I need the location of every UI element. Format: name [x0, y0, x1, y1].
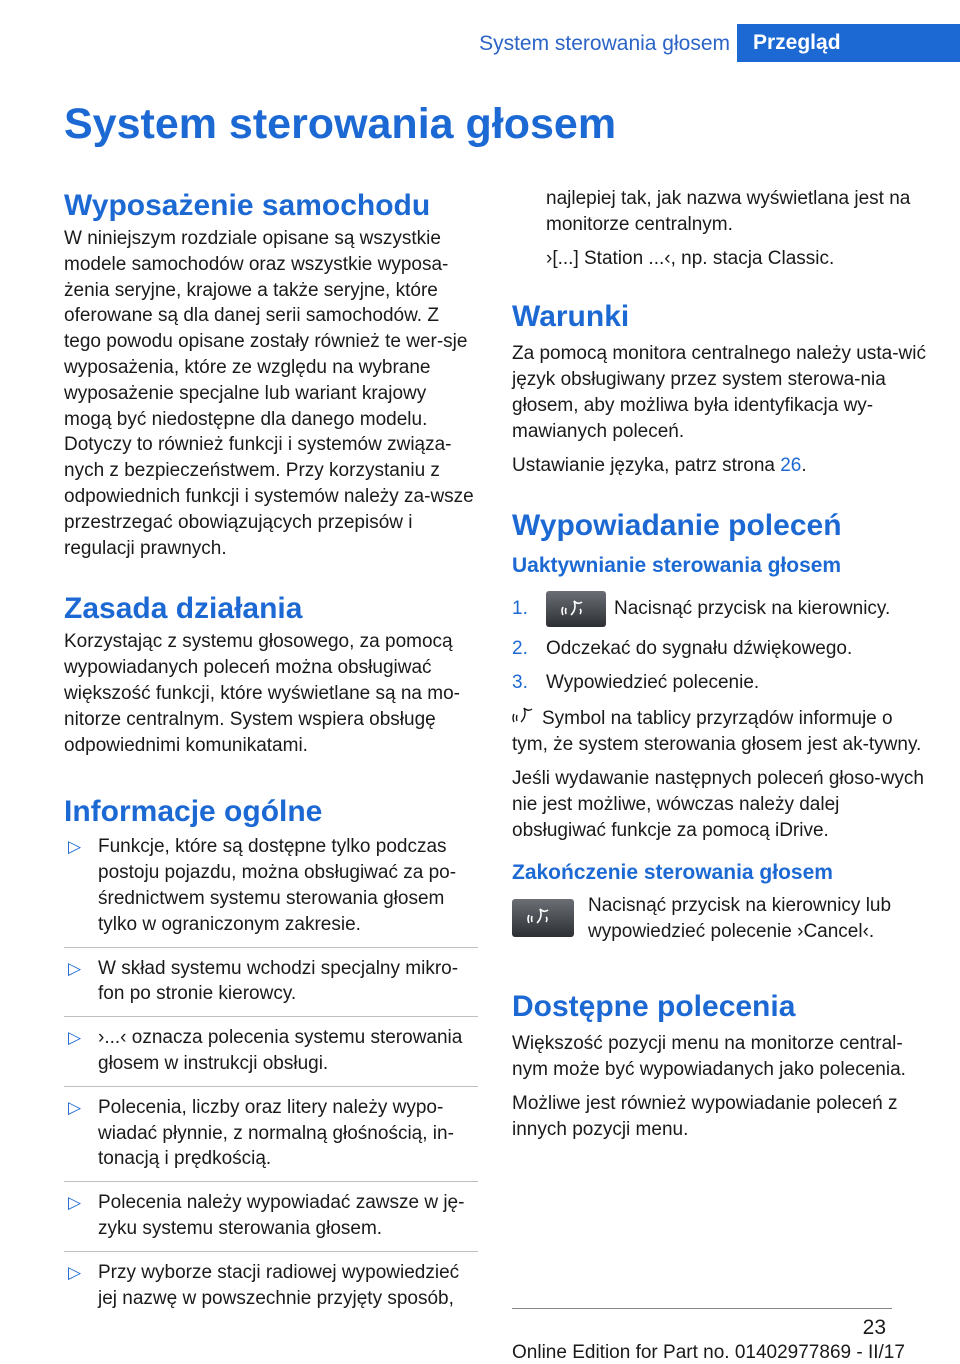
language-period: .: [801, 454, 807, 476]
triangle-right-icon: ▷: [68, 1193, 82, 1213]
step-number: 1.: [512, 598, 528, 620]
paragraph-conditions: Za pomocą monitora centralnego należy usta‐wić język obsługiwany przez system sterowa‐nia głosem, aby możliwa była identyfikacja wy‐mawianych poleceń.: [512, 343, 926, 442]
list-item: [64, 1260, 478, 1312]
paragraph-available-1: Większość pozycji menu na monitorze central‐nym może być wypowiadanych jako polecenia.: [512, 1033, 906, 1081]
page-title: System sterowania głosem: [64, 100, 617, 148]
step-number: 2.: [512, 638, 528, 660]
general-info-list: [64, 834, 478, 1311]
paragraph-station-example: ›[...] Station ...‹, np. stacja Classic.: [546, 247, 835, 269]
heading-conditions: Warunki: [512, 300, 630, 334]
triangle-right-icon: ▷: [68, 958, 82, 978]
step-item: [512, 666, 927, 700]
list-item-text: Przy wyborze stacji radiowej wypowiedzieć jej nazwę w powszechnie przyjęty sposób,: [98, 1261, 460, 1309]
list-item: [64, 834, 478, 947]
activation-steps: [512, 586, 927, 700]
footer-divider: [512, 1308, 892, 1309]
heading-equipment: Wyposażenie samochodu: [64, 189, 431, 222]
step-text: Odczekać do sygnału dźwiękowego.: [546, 638, 853, 660]
list-item-text: W skład systemu wchodzi specjalny mikro‐fon po stronie kierowcy.: [98, 957, 459, 1005]
page-number: 23: [862, 1316, 886, 1339]
paragraph-language: [512, 453, 927, 479]
voice-button-image: [512, 899, 574, 937]
heading-commands: Wypowiadanie poleceń: [512, 509, 842, 543]
list-item: [64, 956, 478, 1018]
list-item-text: Polecenia, liczby oraz litery należy wypo‐wiadać płynnie, z normalną głośnością, in‐tonacją i prędkością.: [98, 1096, 454, 1170]
list-item: [64, 1095, 478, 1182]
language-text: Ustawianie języka, patrz strona: [512, 454, 781, 476]
step-text: Wypowiedzieć polecenie.: [546, 672, 760, 694]
voice-button-image: [546, 591, 606, 627]
footer-edition: Online Edition for Part no. 01402977869 - II/17: [512, 1342, 905, 1363]
symbol-text: Symbol na tablicy przyrządów informuje o tym, że system sterowania głosem jest ak‐tywny.: [512, 708, 922, 756]
paragraph-continued: najlepiej tak, jak nazwa wyświetlana jest na monitorze centralnym.: [546, 188, 911, 235]
step-text: Nacisnąć przycisk na kierownicy.: [614, 598, 891, 620]
list-item: [64, 1025, 478, 1087]
list-item-text: Polecenia należy wypowiadać zawsze w ję‐zyku systemu sterowania głosem.: [98, 1192, 465, 1239]
paragraph-end: Nacisnąć przycisk na kierownicy lub wypowiedzieć polecenie ›Cancel‹.: [588, 895, 892, 943]
paragraph-available-2: Możliwe jest również wypowiadanie poleceń z innych pozycji menu.: [512, 1092, 898, 1140]
list-item-text: ›...‹ oznacza polecenia systemu sterowania głosem w instrukcji obsługi.: [98, 1027, 463, 1074]
page-link-26[interactable]: 26: [780, 454, 802, 476]
list-item-text: Funkcje, które są dostępne tylko podczas postoju pojazdu, można obsługiwać za po‐średnictwem systemu sterowania głosem tylko w ograniczonym zakresie.: [98, 836, 457, 935]
paragraph-symbol: [512, 706, 927, 758]
right-column: [512, 186, 927, 1151]
voice-command-icon: [526, 905, 558, 929]
triangle-right-icon: ▷: [68, 1028, 82, 1048]
triangle-right-icon: ▷: [68, 1097, 82, 1117]
left-column: [64, 186, 478, 1311]
heading-available: Dostępne polecenia: [512, 990, 796, 1024]
triangle-right-icon: ▷: [68, 837, 82, 857]
step-item: [512, 632, 927, 666]
paragraph-idrive: Jeśli wydawanie następnych poleceń głoso‐wych nie jest możliwe, wówczas należy dalej obsługiwać funkcje za pomocą iDrive.: [512, 767, 924, 841]
heading-activate: Uaktywnianie sterowania głosem: [512, 554, 842, 578]
heading-principle: Zasada działania: [64, 592, 303, 626]
paragraph-principle: Korzystając z systemu głosowego, za pomocą wypowiadanych poleceń można obsługiwać większość funkcji, które wyświetlane są na mo‐nitorze centralnym. System wspiera obsługę odpowiednimi komunikatami.: [64, 631, 460, 756]
heading-end: Zakończenie sterowania głosem: [512, 861, 833, 885]
list-item: [64, 1190, 478, 1252]
heading-general: Informacje ogólne: [64, 795, 323, 829]
step-item: [512, 586, 927, 632]
voice-command-icon: [512, 706, 542, 726]
header-section-title: System sterowania głosem: [479, 32, 730, 55]
voice-command-icon: [560, 597, 592, 621]
triangle-right-icon: ▷: [68, 1262, 82, 1282]
paragraph-equipment: W niniejszym rozdziale opisane są wszystkie modele samochodów oraz wszystkie wyposa‐żenia seryjne, krajowe a także seryjne, które oferowane są dla danej serii samochodów. Z tego powodu opisane zostały również te wer‐sje wyposażenia, które ze względu na wybrane wyposażenie specjalne lub wariant krajowy mogą być niedostępne dla danego modelu. Dotyczy to również funkcji i systemów związa‐nych z bezpieczeństwem. Przy korzystaniu z odpowiednich funkcji i systemów należy za‐wsze przestrzegać obowiązujących przepisów i regulacji prawnych.: [64, 228, 474, 559]
step-number: 3.: [512, 672, 528, 694]
end-block: [512, 893, 927, 953]
header-tab: Przegląd: [737, 24, 960, 62]
